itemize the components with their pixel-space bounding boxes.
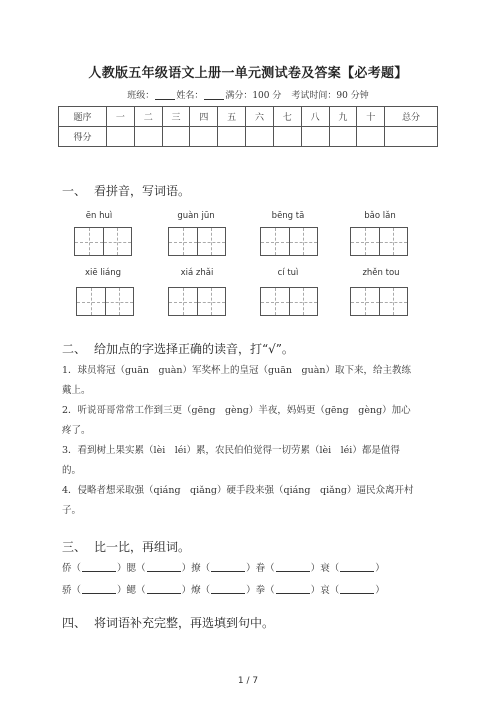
compare-row-2 bbox=[62, 582, 385, 596]
pinyin-label: guàn jūn bbox=[177, 211, 215, 221]
section-4-title: 将词语补充完整，再选填到句中。 bbox=[94, 616, 275, 630]
section-3-number: 三、 bbox=[62, 540, 87, 554]
writing-box[interactable] bbox=[350, 287, 408, 316]
exam-time-label: 考试时间：90 分钟 bbox=[291, 91, 369, 101]
writing-box[interactable] bbox=[260, 287, 318, 316]
score-input-cell[interactable] bbox=[246, 127, 274, 147]
compare-blank[interactable] bbox=[340, 571, 374, 572]
compare-item: 鳃（ ） bbox=[127, 582, 192, 596]
compare-char: 哀 bbox=[320, 585, 330, 596]
section-2-title: 给加点的字选择正确的读音，打“√”。 bbox=[94, 342, 294, 356]
score-header-cell: 七 bbox=[273, 107, 301, 127]
compare-blank[interactable] bbox=[82, 593, 116, 594]
compare-char: 燎 bbox=[191, 585, 201, 596]
writing-box[interactable] bbox=[168, 287, 226, 316]
compare-char: 鳃 bbox=[126, 585, 137, 596]
pinyin-label: cí tuì bbox=[277, 268, 299, 278]
score-header-cell: 五 bbox=[218, 107, 246, 127]
compare-blank[interactable] bbox=[276, 571, 310, 572]
compare-item: 骄（ ） bbox=[62, 582, 127, 596]
writing-grid-row-2 bbox=[70, 287, 430, 317]
score-header-cell: 题序 bbox=[59, 107, 107, 127]
score-header-cell: 八 bbox=[301, 107, 329, 127]
compare-char: 骄 bbox=[62, 585, 72, 596]
score-header-cell: 四 bbox=[190, 107, 218, 127]
score-input-cell[interactable] bbox=[107, 127, 135, 147]
compare-blank[interactable] bbox=[211, 571, 245, 572]
score-input-cell[interactable] bbox=[385, 127, 438, 147]
score-input-cell[interactable] bbox=[273, 127, 301, 147]
compare-blank[interactable] bbox=[276, 593, 310, 594]
compare-blank[interactable] bbox=[147, 593, 181, 594]
score-header-cell: 三 bbox=[162, 107, 190, 127]
score-input-cell[interactable] bbox=[301, 127, 329, 147]
question-2-line: 2．听说哥哥常常工作到三更（gēng gèng）半夜，妈妈更（gēng gèng）加心 bbox=[62, 405, 411, 416]
exam-info-line bbox=[0, 88, 496, 101]
question-3-wrap: 的。 bbox=[62, 465, 82, 476]
score-header-cell: 一 bbox=[107, 107, 135, 127]
pinyin-row-2 bbox=[70, 268, 430, 282]
writing-box[interactable] bbox=[76, 287, 134, 316]
pinyin-label: ēn huì bbox=[85, 211, 113, 221]
section-2-number: 二、 bbox=[62, 342, 87, 356]
compare-item: 眷（ ） bbox=[256, 560, 321, 574]
question-4-wrap: 子。 bbox=[62, 505, 82, 516]
score-input-cell[interactable] bbox=[162, 127, 190, 147]
score-input-cell[interactable] bbox=[134, 127, 162, 147]
compare-item: 燎（ ） bbox=[191, 582, 256, 596]
writing-box[interactable] bbox=[260, 227, 318, 256]
section-2-heading bbox=[62, 340, 294, 357]
score-input-cell[interactable] bbox=[357, 127, 385, 147]
compare-char: 拳 bbox=[255, 585, 266, 596]
section-1-heading bbox=[62, 182, 190, 199]
section-1-title: 看拼音，写词语。 bbox=[94, 184, 191, 198]
compare-item: 侨（ ） bbox=[62, 560, 127, 574]
score-table bbox=[58, 106, 438, 147]
compare-row-1 bbox=[62, 560, 385, 574]
writing-box[interactable] bbox=[168, 227, 226, 256]
score-table-score-row bbox=[59, 127, 438, 147]
section-4-heading bbox=[62, 614, 274, 631]
pinyin-label: xiá zhǎi bbox=[180, 268, 214, 278]
pinyin-label: zhěn tou bbox=[362, 268, 400, 278]
score-input-cell[interactable] bbox=[218, 127, 246, 147]
score-header-cell: 九 bbox=[329, 107, 357, 127]
compare-blank[interactable] bbox=[211, 593, 245, 594]
score-table-header-row bbox=[59, 107, 438, 127]
name-blank bbox=[204, 99, 224, 100]
section-3-title: 比一比，再组词。 bbox=[94, 540, 191, 554]
question-1-line: 1．球员将冠（guān guàn）军奖杯上的皇冠（guān guàn）取下来，给主教练 bbox=[62, 365, 411, 376]
section-4-number: 四、 bbox=[62, 616, 87, 630]
full-score-label: 满分：100 分 bbox=[225, 91, 282, 101]
class-blank bbox=[155, 99, 175, 100]
pinyin-row-1 bbox=[70, 211, 430, 225]
pinyin-label: bǎo lǎn bbox=[364, 211, 396, 221]
compare-blank[interactable] bbox=[82, 571, 116, 572]
page-number: 1 / 7 bbox=[237, 676, 259, 686]
score-input-cell[interactable] bbox=[190, 127, 218, 147]
compare-item: 拳（ ） bbox=[256, 582, 321, 596]
compare-item: 衰（ ） bbox=[320, 560, 385, 574]
writing-box[interactable] bbox=[74, 227, 132, 256]
compare-item: 腮（ ） bbox=[127, 560, 192, 574]
question-1-wrap: 戴上。 bbox=[62, 385, 91, 396]
section-3-heading bbox=[62, 538, 190, 555]
compare-char: 侨 bbox=[62, 563, 72, 574]
compare-char: 衰 bbox=[320, 563, 330, 574]
compare-char: 撩 bbox=[191, 563, 201, 574]
compare-item: 撩（ ） bbox=[191, 560, 256, 574]
score-header-cell: 总分 bbox=[385, 107, 438, 127]
score-header-cell: 十 bbox=[357, 107, 385, 127]
class-label: 班级： bbox=[127, 91, 155, 101]
pinyin-label: xiē liáng bbox=[84, 268, 122, 278]
pinyin-label: bēng tā bbox=[271, 211, 305, 221]
compare-char: 腮 bbox=[126, 563, 137, 574]
question-4-line: 4．侵略者想采取强（qiáng qiǎng）硬手段来强（qiáng qiǎng）逼民众离开村 bbox=[62, 485, 414, 496]
score-header-cell: 六 bbox=[246, 107, 274, 127]
writing-grid-row-1 bbox=[70, 227, 430, 257]
page-title: 人教版五年级语文上册一单元测试卷及答案【必考题】 bbox=[88, 66, 408, 81]
question-2-wrap: 疼了。 bbox=[62, 425, 91, 436]
score-input-cell[interactable] bbox=[329, 127, 357, 147]
compare-char: 眷 bbox=[255, 563, 266, 574]
compare-blank[interactable] bbox=[340, 593, 374, 594]
compare-blank[interactable] bbox=[147, 571, 181, 572]
writing-box[interactable] bbox=[350, 227, 408, 256]
section-1-number: 一、 bbox=[62, 184, 87, 198]
name-label: 姓名： bbox=[176, 91, 204, 101]
compare-item: 哀（ ） bbox=[320, 582, 385, 596]
question-3-line: 3．看到树上果实累（lèi léi）累，农民伯伯觉得一切劳累（lèi léi）都是值得 bbox=[62, 445, 400, 456]
score-row-label: 得分 bbox=[59, 127, 107, 147]
score-header-cell: 二 bbox=[134, 107, 162, 127]
